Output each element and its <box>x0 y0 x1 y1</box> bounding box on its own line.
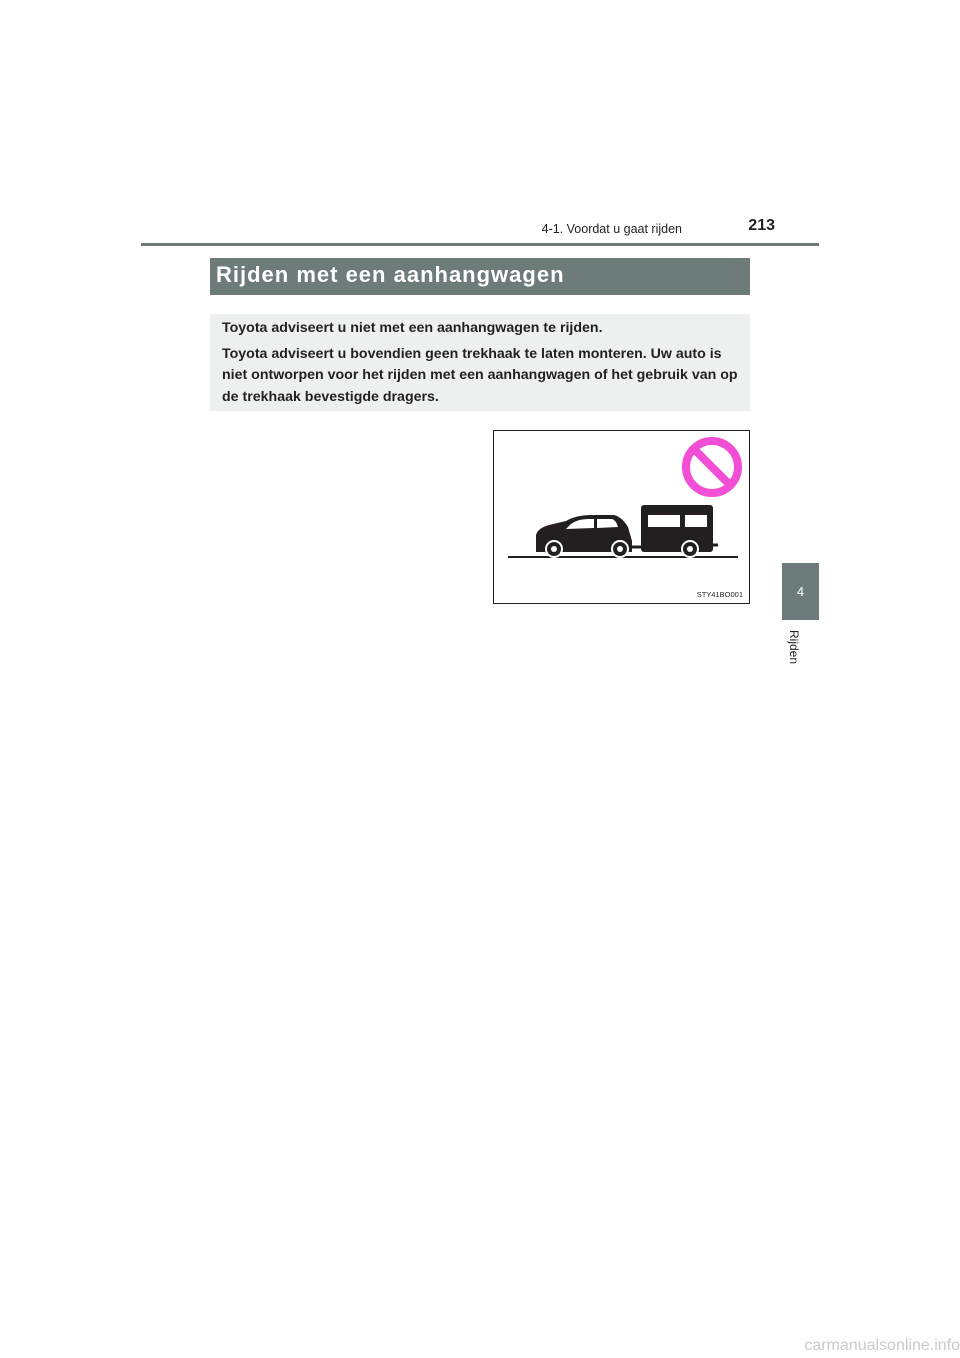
figure-code: STY41BO001 <box>696 590 743 599</box>
info-paragraph-1: Toyota adviseert u niet met een aanhangwagen te rijden. <box>222 320 603 336</box>
prohibition-icon <box>686 441 738 493</box>
watermark: carmanualsonline.info <box>804 1337 960 1354</box>
car-with-trailer-illustration <box>494 431 749 603</box>
info-paragraph-2: Toyota adviseert u bovendien geen trekhaak te laten monteren. Uw auto is niet ontworpen voor het rijden met een aanhangwagen of het gebruik van op de trekhaak bevestigde dragers. <box>222 345 738 405</box>
page-number: 213 <box>748 217 775 234</box>
trailer-icon <box>641 505 718 557</box>
chapter-label: Rijden <box>787 630 801 665</box>
header-rule <box>141 243 819 246</box>
header-section-title: 4-1. Voordat u gaat rijden <box>541 222 682 236</box>
towing-prohibited-illustration <box>493 430 750 604</box>
chapter-tab: 4 <box>782 563 819 620</box>
car-icon <box>536 515 632 557</box>
info-box <box>210 314 750 411</box>
section-title: Rijden met een aanhangwagen <box>210 258 750 295</box>
